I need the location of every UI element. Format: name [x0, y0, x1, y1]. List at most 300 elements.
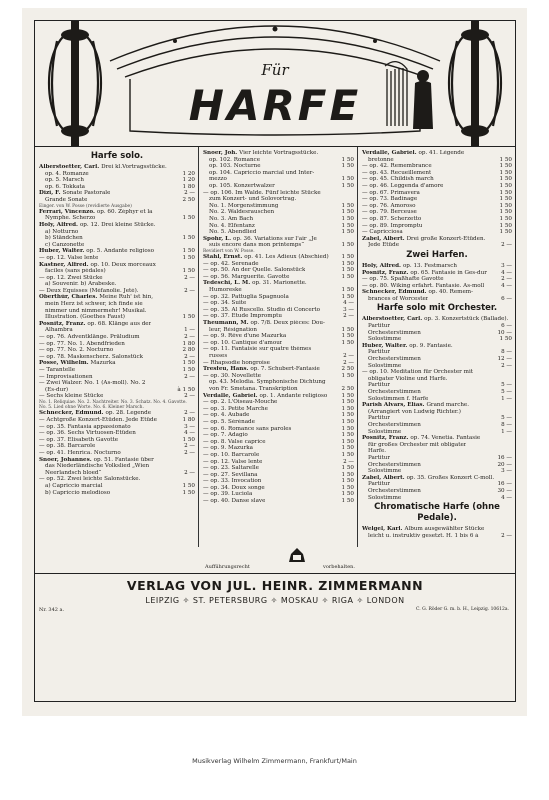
work-title: — op. 34. Suite [203, 300, 247, 307]
price: 1 50 [341, 156, 354, 163]
catalogue-entry [203, 498, 354, 505]
price: 1 50 [341, 242, 354, 249]
work-title: Orchesterstimmen [368, 421, 421, 428]
catalogue-entry [203, 465, 354, 472]
price: 1 50 [499, 163, 512, 170]
composer-name: Parish Alvars, Elias. [362, 402, 427, 409]
work-title: op. 28. Legende [105, 410, 152, 417]
work-title: — op. 9. Rêve d'une Mazurka [203, 333, 287, 340]
catalogue-entry [362, 270, 512, 277]
work-title: Drei kl.Vortragsstücke. [101, 164, 167, 170]
printer-note: C. G. Röder G. m. b. H., Leipzig. 10612a. [416, 607, 509, 612]
work-title: — op. 9. Mazurka [203, 445, 254, 452]
price: 2 — [184, 449, 195, 456]
catalogue-entry [203, 386, 354, 393]
column-3 [358, 147, 515, 547]
price: 1 — [184, 327, 195, 334]
catalogue-entry [362, 356, 512, 363]
catalogue-entry [39, 294, 195, 301]
price: 5 — [501, 382, 512, 389]
credit-line: Musikverlag Wilhelm Zimmermann, Frankfurt/Main [192, 757, 357, 765]
catalogue-entry [39, 321, 195, 328]
price: 1 50 [341, 405, 354, 412]
catalogue-entry [362, 242, 512, 249]
work-title: von Fr. Smetana. Transkription [209, 385, 298, 392]
price: 2 — [184, 410, 195, 417]
work-title: op. 10. Deux morceaux [90, 261, 156, 268]
catalogue-columns [35, 147, 515, 547]
catalogue-entry [362, 349, 512, 356]
work-title: op. 12. Drei kleine Stücke. [79, 221, 156, 228]
catalogue-entry [203, 229, 354, 236]
catalogue-entry [203, 280, 354, 287]
work-title: Orchesterstimmen [368, 329, 421, 336]
work-title: — op. 37. Etude Impromptu [203, 313, 283, 320]
price: 1 50 [499, 169, 512, 176]
price: 1 50 [182, 248, 195, 255]
price: 1 50 [341, 392, 354, 399]
work-title: — op. 77. No. 1. Abendfrieden [39, 340, 125, 347]
catalogue-entry [39, 457, 195, 464]
catalogue-entry [362, 396, 512, 403]
work-title: russes [209, 353, 228, 360]
catalogue-entry [203, 393, 354, 400]
price: 1 50 [341, 182, 354, 189]
catalogue-entry [203, 261, 354, 268]
catalogue-entry [362, 481, 512, 488]
catalogue-entry [203, 452, 354, 459]
work-title: op. 51. Fantasie über [93, 456, 154, 463]
composer-name: Zabel, Albert. [362, 235, 407, 242]
catalogue-note: Revidiert von W. Posse. [203, 248, 255, 254]
price: 1 50 [341, 418, 354, 425]
catalogue-entry [39, 327, 195, 334]
work-title: Orchesterstimmen [368, 356, 421, 363]
catalogue-entry [39, 190, 195, 197]
work-title: suis encore dans mon printemps“ [209, 242, 305, 249]
work-title: Jede Etüde [368, 242, 400, 249]
price: 16 — [497, 454, 512, 461]
work-title: — op. 11. Fantaisie sur quatre thèmes [203, 346, 312, 353]
catalogue-entry [362, 422, 512, 429]
work-title: Album ausgewählter Stücke [404, 526, 485, 533]
catalogue-entry [362, 475, 512, 482]
work-title: — op. 5. Sérénade [203, 418, 255, 425]
composer-name: Posnitz, Franz. [39, 320, 88, 327]
catalogue-entry [203, 313, 354, 320]
work-title: Partitur [368, 349, 391, 356]
work-title: op. 7. Schubert-Fantasie [250, 366, 320, 373]
column-2 [199, 147, 358, 547]
price: 1 — [501, 428, 512, 435]
work-title: — op. 76. Adventklänge. Präludium [39, 334, 140, 341]
work-title: — Capricciosa [362, 229, 403, 236]
work-title: — Zwei Walzer. No. 1 (As-moll). No. 2 [39, 380, 146, 387]
catalogue-entry [362, 330, 512, 337]
price: 2 80 [182, 347, 195, 354]
work-title: a) Capriccio marcial [45, 482, 103, 489]
catalogue-entry [39, 164, 195, 171]
catalogue-entry [203, 294, 354, 301]
price: 2 — [343, 313, 354, 320]
work-title: — op. 45. Childish march [362, 176, 434, 183]
catalogue-entry [203, 300, 354, 307]
catalogue-entry [203, 419, 354, 426]
work-title: op. 41. Légende [418, 150, 465, 156]
price: 10 — [497, 329, 512, 336]
catalogue-entry [362, 190, 512, 197]
price: 8 — [501, 349, 512, 356]
work-title: das Niederländische Volkslied „Wien [45, 463, 150, 470]
catalogue-entry [362, 229, 512, 236]
composer-name: Posnitz, Franz. [362, 269, 411, 276]
work-title: op. 3. Konzertstück (Ballade). [424, 316, 509, 323]
price: 1 50 [341, 293, 354, 300]
catalogue-entry [203, 183, 354, 190]
price: 3 — [184, 423, 195, 430]
price: 1 80 [182, 416, 195, 423]
work-title: op. 40. Remem- [428, 289, 473, 296]
work-title: Orchesterstimmen [368, 487, 421, 494]
work-title: op. 7/8. Deux pièces: Dou- [250, 320, 325, 327]
catalogue-entry [39, 470, 195, 477]
work-title: Harfe. [368, 448, 387, 455]
catalogue-entry [39, 281, 195, 288]
work-title: Vier leichte Vortragsstücke. [239, 150, 319, 156]
price: 1 50 [341, 445, 354, 452]
work-title: brances of Worcester [368, 295, 429, 302]
catalogue-entry [203, 333, 354, 340]
work-title: Partitur [368, 415, 391, 422]
work-title: Partitur [368, 382, 391, 389]
column-1 [35, 147, 199, 547]
work-title: — op. 12. Zwei Stücke [39, 274, 103, 281]
price: 5 — [501, 389, 512, 395]
work-title: op. 65. Fantasie in Ges-dur [410, 269, 487, 276]
catalogue-entry [39, 235, 195, 242]
catalogue-entry [39, 380, 195, 387]
composer-name: Spohr, L. [203, 235, 234, 242]
work-title: Orchesterstimmen [368, 389, 421, 395]
catalogue-entry [39, 334, 195, 341]
catalogue-entry [39, 184, 195, 191]
catalogue-entry [203, 478, 354, 485]
work-title: No. 5. Abendlied [209, 229, 257, 236]
composer-name: Huber, Walter. [39, 248, 87, 255]
work-title: op. 36. Variations sur l'air „Je [233, 235, 317, 242]
price: 12 — [497, 356, 512, 363]
work-title: — op. 32. Pattuglia Spagnuola [203, 293, 289, 300]
work-title: op. 74. Venetia. Fantasie [410, 435, 481, 442]
catalogue-entry [203, 216, 354, 223]
work-title: faciles (sans pédales) [45, 268, 106, 275]
catalogue-entry [362, 263, 512, 270]
work-title: — op. 42. Remembrance [362, 163, 432, 170]
price: 1 50 [499, 156, 512, 163]
work-title: op. 41. Les Adieux (Abschied) [244, 254, 329, 261]
price: 8 — [501, 421, 512, 428]
work-title: op. 43. Melodia. Symphonische Dichtung [209, 379, 326, 386]
work-title: Mazurka [90, 360, 116, 367]
composer-name: Kastner, Alfred. [39, 261, 91, 268]
catalogue-entry [362, 209, 512, 216]
catalogue-entry [362, 236, 512, 243]
catalogue-entry [362, 376, 512, 383]
catalogue-entry [362, 462, 512, 469]
price: 2 — [343, 353, 354, 360]
price: 2 — [184, 274, 195, 281]
work-title: — op. 52. Zwei leichte Salonstücke. [39, 476, 141, 483]
catalogue-entry [203, 353, 354, 360]
catalogue-entry [362, 495, 512, 502]
catalogue-entry [362, 389, 512, 396]
catalogue-note: Einger. von W. Posse (revidierte Ausgabe) [39, 203, 132, 209]
work-title: No. 2. Waldesrauschen [209, 209, 275, 216]
price: 16 — [497, 481, 512, 488]
price: 2 — [501, 276, 512, 283]
harfe-title: HARFE [188, 81, 362, 130]
catalogue-entry [39, 301, 195, 308]
work-title: — Rhapsodie hongroise [203, 359, 270, 366]
composer-name: Tresfeu, Hans. [203, 366, 251, 373]
catalogue-entry [39, 476, 195, 483]
composer-name: Snoer, Johannes. [39, 456, 94, 463]
work-title: Alhambra [45, 327, 73, 334]
catalogue-entry [203, 366, 354, 373]
price: 1 50 [341, 432, 354, 439]
catalogue-entry [39, 262, 195, 269]
catalogue-entry [362, 369, 512, 376]
work-title: — op. 106. Im Walde. Fünf leichte Stücke [203, 189, 321, 196]
work-title: Illustration. (Goethes Faust) [45, 314, 125, 321]
work-title: c) Canzonette [45, 241, 85, 248]
price: 1 50 [341, 287, 354, 294]
rights-left: Aufführungsrecht [205, 564, 250, 570]
work-title: op. 5. Marsch [45, 177, 84, 184]
catalogue-entry [362, 382, 512, 389]
catalogue-entry [39, 268, 195, 275]
work-title: Partitur [368, 454, 391, 461]
price: 1 50 [182, 482, 195, 489]
catalogue-entry [203, 254, 354, 261]
price: 4 — [343, 300, 354, 307]
price: 1 50 [341, 222, 354, 229]
price: 1 50 [182, 254, 195, 261]
price: 1 50 [182, 235, 195, 242]
work-title: — op. 8. Valse caprice [203, 438, 266, 445]
catalogue-entry [362, 455, 512, 462]
catalogue-entry [39, 417, 195, 424]
catalogue-entry [39, 242, 195, 249]
price: 6 — [501, 323, 512, 330]
catalogue-entry [362, 409, 512, 416]
work-title: Solostimme [368, 362, 402, 369]
work-title: — op. 2. L'Oiseau-Mouche [203, 399, 278, 406]
catalogue-entry [203, 157, 354, 164]
catalogue-entry [362, 150, 512, 157]
rights-line [205, 564, 355, 570]
price: 1 50 [499, 176, 512, 183]
catalogue-entry [203, 459, 354, 466]
catalogue-entry [362, 402, 512, 409]
catalogue-entry [362, 448, 512, 455]
composer-name: Holy, Alfred. [362, 262, 403, 269]
catalogue-entry [362, 183, 512, 190]
work-title: mezzo [209, 176, 227, 183]
composer-name: Verdalle, Gabriel. [203, 392, 260, 399]
work-title: — op. 73. Badinage [362, 196, 418, 203]
catalogue-entry [203, 209, 354, 216]
price: 1 50 [341, 209, 354, 216]
catalogue-entry [39, 248, 195, 255]
catalogue-entry [203, 373, 354, 380]
price: 1 50 [341, 484, 354, 491]
catalogue-entry [39, 222, 195, 229]
catalogue-entry [362, 488, 512, 495]
work-title: leicht u. instruktiv gesetzt. H. 1 bis 6 à [368, 532, 479, 539]
price: 2 50 [341, 385, 354, 392]
price: 1 50 [182, 268, 195, 275]
work-title: — op. 34. Doux songe [203, 484, 265, 491]
work-title: Solostimmen f. Harfe [368, 395, 429, 402]
catalogue-entry [362, 435, 512, 442]
catalogue-entry [203, 287, 354, 294]
catalogue-entry [203, 190, 354, 197]
price: 3 — [501, 468, 512, 475]
price: 1 50 [499, 215, 512, 222]
price: 2 — [343, 359, 354, 366]
price: 1 50 [499, 229, 512, 236]
composer-name: Ferrari, Vincenzo. [39, 208, 97, 215]
price: 1 50 [341, 273, 354, 280]
catalogue-entry [39, 171, 195, 178]
work-title: für großes Orchester mit obligater [368, 441, 467, 448]
work-title: — op. 41. Henrica. Nocturno [39, 449, 121, 456]
catalogue-entry [362, 276, 512, 283]
price: 1 50 [341, 399, 354, 406]
work-title: — op. 67. Primavera [362, 189, 420, 196]
catalogue-entry [203, 176, 354, 183]
composer-name: Alberstoetter, Carl. [39, 164, 102, 170]
price: 1 50 [499, 196, 512, 203]
work-title: Humoreske [209, 287, 242, 294]
work-title: op. 4. Romanze [45, 170, 89, 177]
composer-name: Posnitz, Franz. [362, 435, 411, 442]
work-title: Grand marche. [426, 402, 470, 409]
catalogue-entry [203, 196, 354, 203]
catalogue-entry [203, 274, 354, 281]
work-title: — Deux Equisses (Méfanolie. Jeté). [39, 287, 139, 294]
work-title: b) Ständchen [45, 235, 83, 242]
decorative-header [35, 21, 515, 147]
catalogue-entry [362, 203, 512, 210]
catalogue-entry [39, 437, 195, 444]
work-title: — op. 76. Amoroso [362, 202, 416, 209]
price: 1 50 [341, 465, 354, 472]
composer-name: Alberstoetter, Carl. [362, 316, 425, 323]
price: 1 50 [182, 215, 195, 222]
catalogue-entry [39, 308, 195, 315]
work-title: Solostimme [368, 468, 402, 475]
catalogue-entry [203, 445, 354, 452]
catalogue-entry [362, 343, 512, 350]
price: 2 — [501, 242, 512, 249]
catalogue-entry [203, 491, 354, 498]
publisher-footer [35, 573, 515, 605]
work-title: No. 1. Morgenstimmung [209, 202, 279, 209]
fur-title: Für [261, 61, 289, 79]
work-title: op. 9. Fantasie. [409, 342, 453, 349]
catalogue-entry [203, 439, 354, 446]
catalogue-entry [39, 490, 195, 497]
work-title: obligater Violine und Harfe. [368, 375, 448, 382]
composer-name: Holy, Alfred. [39, 221, 80, 228]
catalogue-entry [362, 196, 512, 203]
work-title: op. 35. Großes Konzert C-moll. [406, 474, 495, 481]
composer-name: Verdalle, Gabriel. [362, 150, 419, 156]
catalogue-entry [203, 236, 354, 243]
work-title: — op. 35. Fantasia appassionato [39, 423, 131, 430]
catalogue-entry [39, 347, 195, 354]
composer-name: Dizi, F. [39, 190, 63, 197]
catalogue-entry [203, 223, 354, 230]
work-title: — op. 23. Saltarelle [203, 465, 259, 472]
price: 20 — [497, 461, 512, 468]
price: 1 50 [341, 372, 354, 379]
title-page [22, 8, 527, 716]
work-title: op. 105. Konzertwalzer [209, 182, 275, 189]
composer-name: Schnecker, Edmund. [39, 410, 106, 417]
work-title: — op. 4. Aubade [203, 412, 250, 419]
catalogue-entry [362, 157, 512, 164]
work-title: — op. 42. Serenade [203, 260, 259, 267]
catalogue-entry [203, 320, 354, 327]
work-title: op. 60. Zéphyr et la [96, 208, 153, 215]
price: 1 50 [499, 202, 512, 209]
price: 1 50 [341, 425, 354, 432]
catalogue-entry [39, 443, 195, 450]
price: 1 50 [341, 267, 354, 274]
price: 1 50 [341, 339, 354, 346]
work-title: Neerlandsch bloed“ [45, 469, 102, 476]
catalogue-entry [203, 399, 354, 406]
price: 1 50 [341, 260, 354, 267]
plate-number: Nr. 342 a. [39, 607, 65, 613]
work-title: bretonne [368, 156, 394, 163]
catalogue-entry [39, 424, 195, 431]
work-title: — op. 12. Valse lente [203, 458, 263, 465]
work-title: (Arrangiert von Ludwig Richter.) [368, 408, 461, 415]
price: 1 50 [341, 202, 354, 209]
work-title: — op. 43. Recueillement [362, 169, 432, 176]
work-title: op. 104. Capriccio marcial und Inter- [209, 169, 315, 176]
price: 2 — [184, 373, 195, 380]
price: 1 50 [182, 367, 195, 374]
price: 1 50 [341, 438, 354, 445]
catalogue-entry [362, 336, 512, 343]
price: 1 50 [341, 176, 354, 183]
catalogue-entry [39, 450, 195, 457]
catalogue-entry [362, 176, 512, 183]
section-heading: Chromatische Harfe (ohne Pedale). [374, 502, 500, 524]
work-title: — op. 87. Scherzetto [362, 215, 422, 222]
work-title: — op. 77. No. 2. Nocturno [39, 347, 114, 354]
price: 3 — [501, 262, 512, 269]
work-title: nimmer und nimmermehr! Musikal. [45, 307, 147, 314]
work-title: — op. 10. Barcarole [203, 451, 260, 458]
catalogue-entry [203, 170, 354, 177]
work-title: op. 31. Marionette. [252, 280, 307, 287]
